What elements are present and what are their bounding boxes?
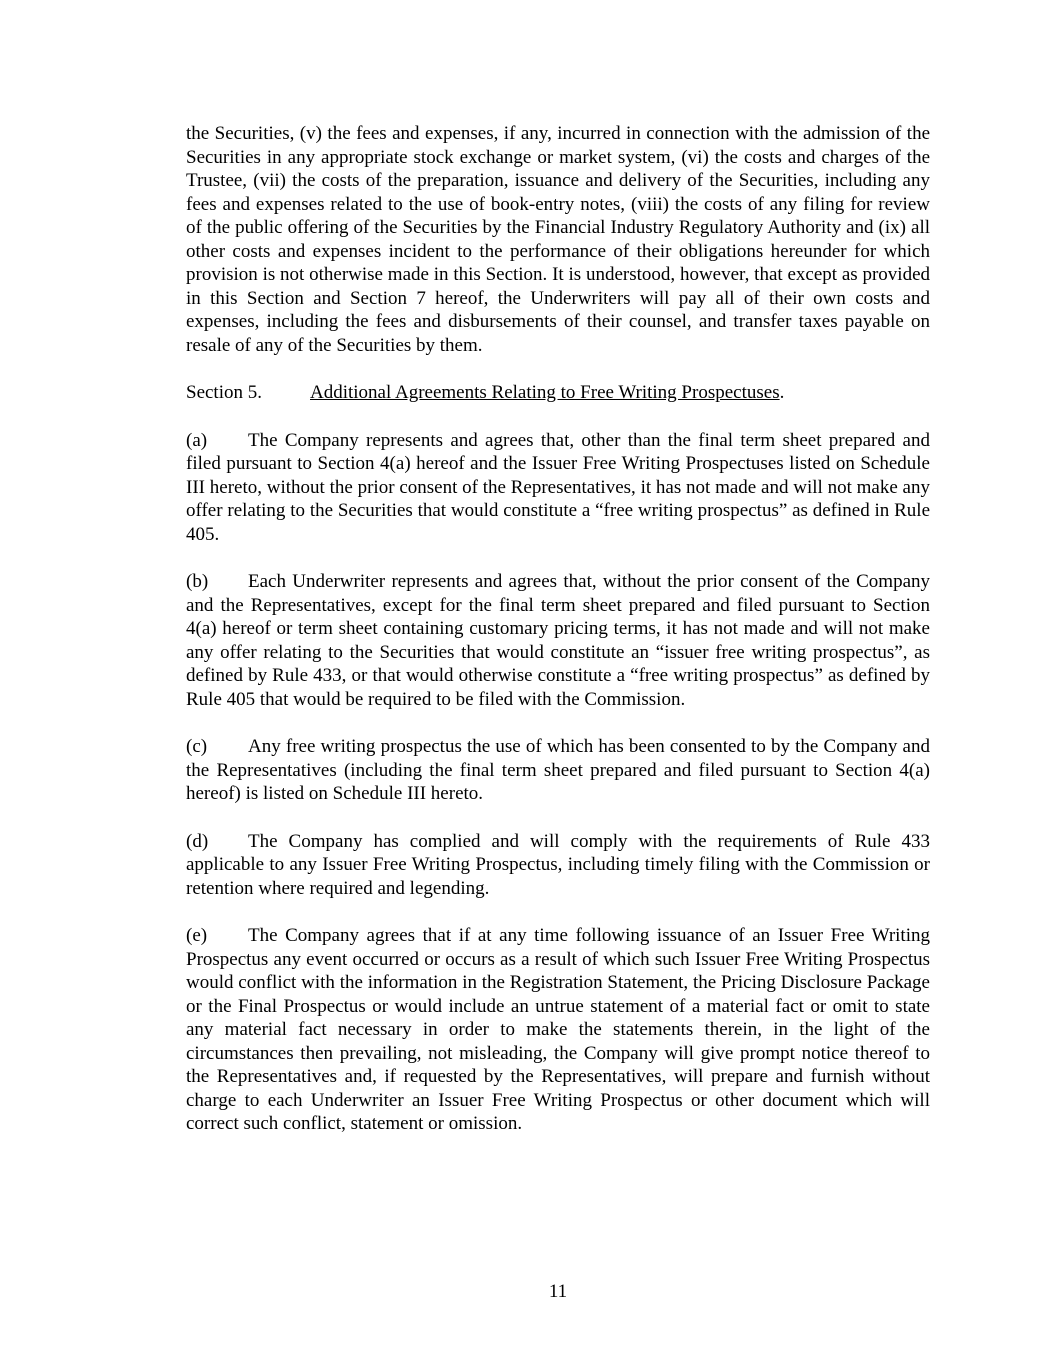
paragraph-a-text: The Company represents and agrees that, other than the final term sheet prepared and filed pursuant to Section 4(a) hereof and the Issuer Free Writing Prospectuses listed on Schedule III hereto, without the prior consent of the Representatives, it has not made and will not make any offer relating to the Securities that would constitute a “free writing prospectus” as defined in Rule 405. bbox=[186, 429, 930, 545]
paragraph-b-text: Each Underwriter represents and agrees that, without the prior consent of the Company and the Representatives, except for the final term sheet prepared and filed pursuant to Section 4(a) hereof or term sheet containing customary pricing terms, it has not made and will not make any offer relating to the Securities that would constitute an “issuer free writing prospectus”, as defined by Rule 433, or that would otherwise constitute a “free writing prospectus” as defined by Rule 405 that would be required to be filed with the Commission. bbox=[186, 571, 930, 710]
paragraph-c bbox=[186, 735, 930, 806]
paragraph-c-text: Any free writing prospectus the use of which has been consented to by the Company and the Representatives (including the final term sheet prepared and filed pursuant to Section 4(a) hereof) is listed on Schedule III hereto. bbox=[186, 736, 930, 804]
section-5-label: Section 5. bbox=[186, 382, 262, 403]
section-5-title: Additional Agreements Relating to Free Writing Prospectuses bbox=[310, 382, 780, 403]
page-content bbox=[186, 122, 930, 1160]
paragraph-c-label: (c) bbox=[186, 736, 208, 757]
paragraph-a bbox=[186, 429, 930, 547]
paragraph-d bbox=[186, 830, 930, 901]
page-number: 11 bbox=[548, 1280, 568, 1302]
paragraph-e bbox=[186, 924, 930, 1136]
paragraph-b-label: (b) bbox=[186, 571, 209, 592]
section-5-title-suffix: . bbox=[779, 382, 785, 403]
paragraph-e-text: The Company agrees that if at any time following issuance of an Issuer Free Writing Prospectus any event occurred or occurs as a result of which such Issuer Free Writing Prospectus would conflict with the information in the Registration Statement, the Pricing Disclosure Package or the Final Prospectus or would include an untrue statement of a material fact or omit to state any material fact necessary in order to make the statements therein, in the light of the circumstances then prevailing, not misleading, the Company will give prompt notice thereof to the Representatives and, if requested by the Representatives, will prepare and furnish without charge to each Underwriter an Issuer Free Writing Prospectus or other document which will correct such conflict, statement or omission. bbox=[186, 925, 930, 1134]
paragraph-d-label: (d) bbox=[186, 830, 209, 852]
intro-paragraph: the Securities, (v) the fees and expenses, if any, incurred in connection with the admission of the Securities in any appropriate stock exchange or market system, (vi) the costs and charges of the Trustee, (vii) the costs of the preparation, issuance and delivery of the Securities, including any fees and expenses related to the use of book-entry notes, (viii) the costs of any filing for review of the public offering of the Securities by the Financial Industry Regulatory Authority and (ix) all other costs and expenses incident to the performance of their obligations hereunder for which provision is not otherwise made in this Section. It is understood, however, that except as provided in this Section and Section 7 hereof, the Underwriters will pay all of their own costs and expenses, including the fees and disbursements of their counsel, and transfer taxes payable on resale of any of the Securities by them. bbox=[186, 123, 930, 356]
paragraph-b bbox=[186, 570, 930, 711]
paragraph-e-label: (e) bbox=[186, 925, 208, 946]
paragraph-d-text: The Company has complied and will comply with the requirements of Rule 433 applicable to any Issuer Free Writing Prospectus, including timely filing with the Commission or retention where required and legending. bbox=[186, 830, 930, 899]
paragraph-a-label: (a) bbox=[186, 429, 208, 451]
section-5-heading bbox=[186, 381, 930, 405]
